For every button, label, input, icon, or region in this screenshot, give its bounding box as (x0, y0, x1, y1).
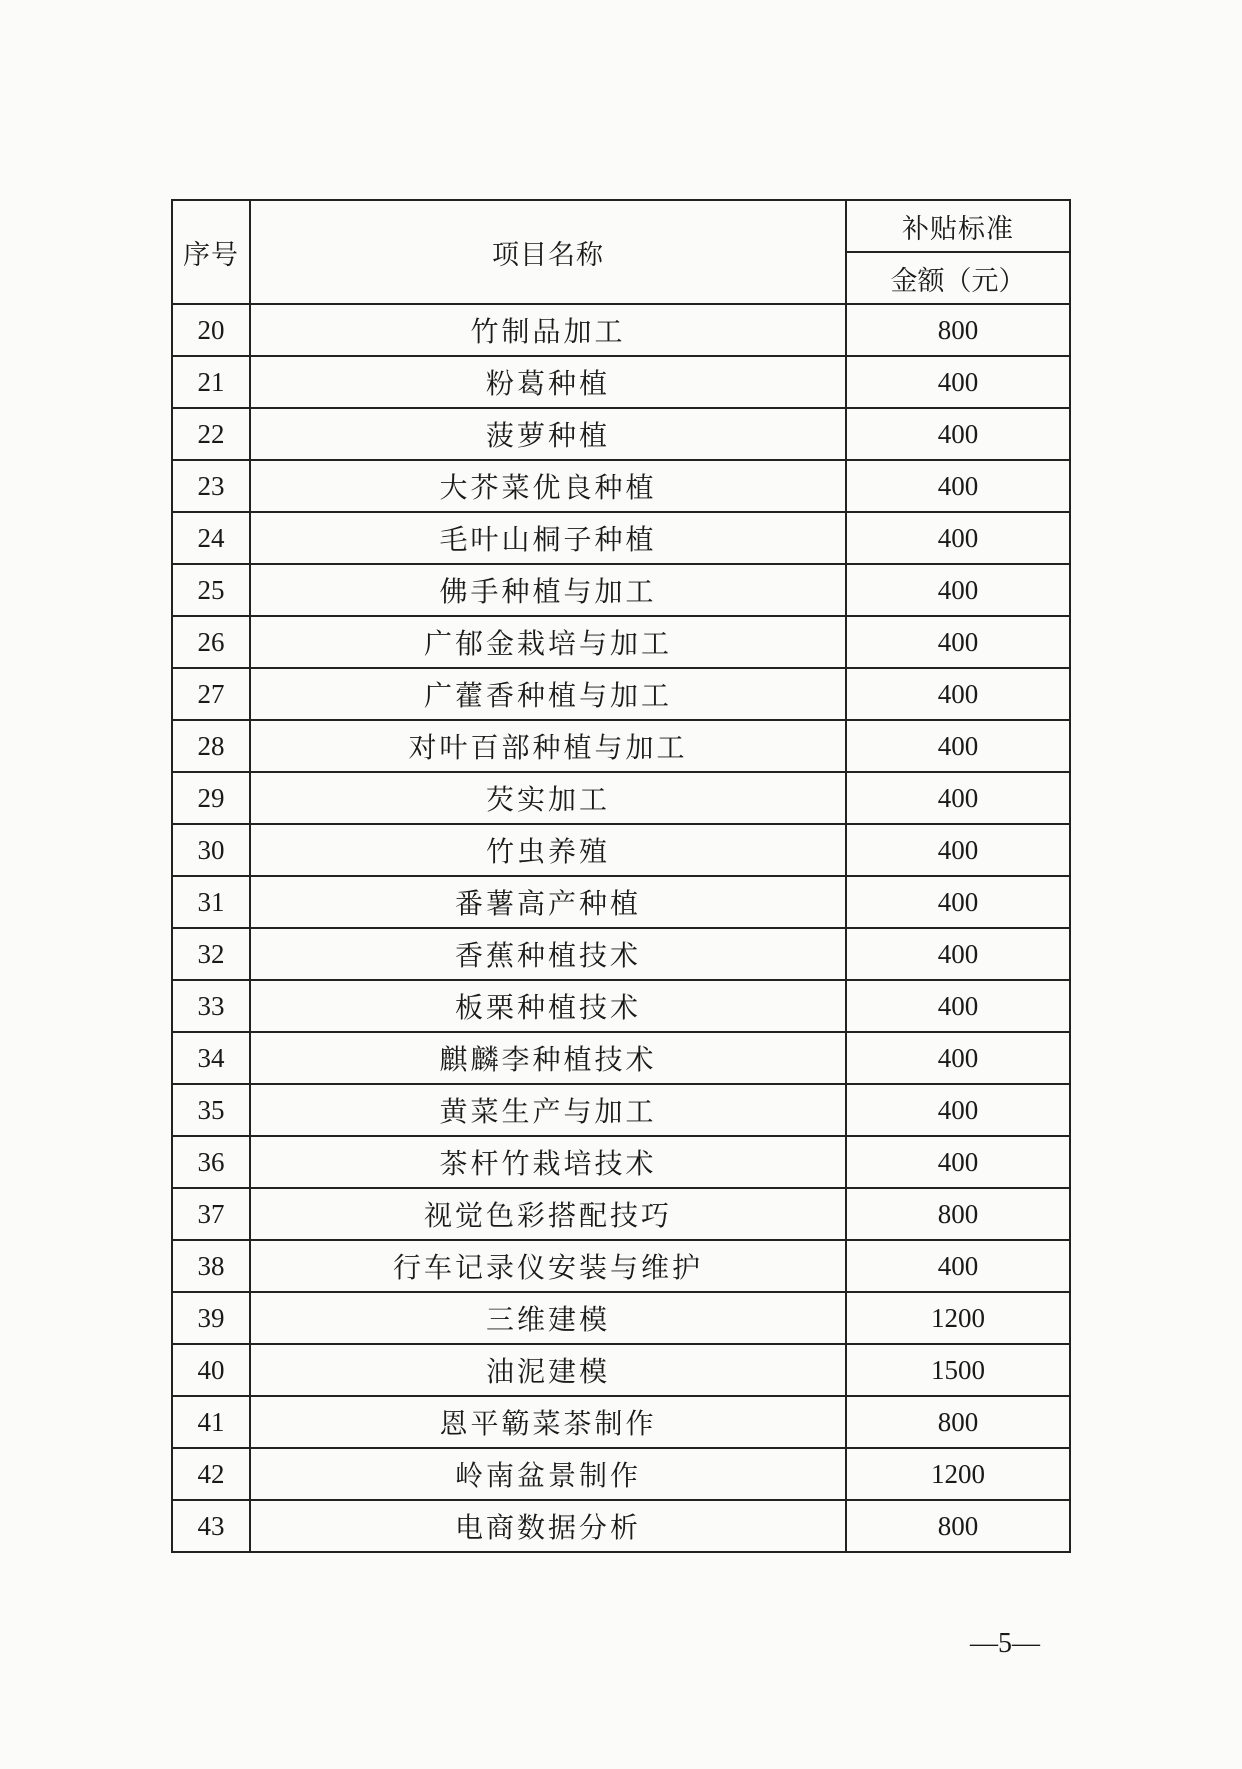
row-amount: 1500 (846, 1344, 1070, 1396)
table-row (172, 408, 1070, 460)
row-project-name: 黄菜生产与加工 (250, 1084, 846, 1136)
table-row (172, 1084, 1070, 1136)
row-serial-number: 29 (172, 772, 250, 824)
row-amount: 1200 (846, 1448, 1070, 1500)
row-serial-number: 31 (172, 876, 250, 928)
row-project-name: 板栗种植技术 (250, 980, 846, 1032)
row-serial-number: 43 (172, 1500, 250, 1552)
row-amount: 800 (846, 1396, 1070, 1448)
table-row (172, 1448, 1070, 1500)
row-serial-number: 37 (172, 1188, 250, 1240)
table-row (172, 668, 1070, 720)
row-amount: 1200 (846, 1292, 1070, 1344)
row-amount: 400 (846, 824, 1070, 876)
row-serial-number: 20 (172, 304, 250, 356)
row-serial-number: 42 (172, 1448, 250, 1500)
row-project-name: 竹制品加工 (250, 304, 846, 356)
row-amount: 400 (846, 980, 1070, 1032)
row-serial-number: 21 (172, 356, 250, 408)
table-row (172, 1032, 1070, 1084)
row-amount: 800 (846, 1188, 1070, 1240)
row-serial-number: 40 (172, 1344, 250, 1396)
header-subsidy-standard: 补贴标准 (846, 200, 1070, 252)
row-serial-number: 22 (172, 408, 250, 460)
subsidy-table (171, 199, 1071, 1553)
row-project-name: 毛叶山桐子种植 (250, 512, 846, 564)
table-row (172, 512, 1070, 564)
row-project-name: 竹虫养殖 (250, 824, 846, 876)
row-project-name: 恩平簕菜茶制作 (250, 1396, 846, 1448)
row-amount: 400 (846, 668, 1070, 720)
row-serial-number: 33 (172, 980, 250, 1032)
row-project-name: 对叶百部种植与加工 (250, 720, 846, 772)
row-amount: 400 (846, 616, 1070, 668)
row-serial-number: 26 (172, 616, 250, 668)
row-amount: 400 (846, 1032, 1070, 1084)
row-amount: 400 (846, 408, 1070, 460)
table-row (172, 720, 1070, 772)
row-serial-number: 32 (172, 928, 250, 980)
row-amount: 400 (846, 564, 1070, 616)
row-amount: 800 (846, 304, 1070, 356)
row-amount: 400 (846, 1240, 1070, 1292)
row-project-name: 视觉色彩搭配技巧 (250, 1188, 846, 1240)
table-row (172, 460, 1070, 512)
table-row (172, 564, 1070, 616)
table-row (172, 928, 1070, 980)
table-row (172, 356, 1070, 408)
row-serial-number: 30 (172, 824, 250, 876)
table-row (172, 1396, 1070, 1448)
row-project-name: 香蕉种植技术 (250, 928, 846, 980)
row-project-name: 广郁金栽培与加工 (250, 616, 846, 668)
row-amount: 400 (846, 356, 1070, 408)
row-project-name: 广藿香种植与加工 (250, 668, 846, 720)
row-project-name: 大芥菜优良种植 (250, 460, 846, 512)
table-row (172, 616, 1070, 668)
table-row (172, 1188, 1070, 1240)
row-amount: 400 (846, 772, 1070, 824)
row-project-name: 行车记录仪安装与维护 (250, 1240, 846, 1292)
row-project-name: 电商数据分析 (250, 1500, 846, 1552)
table-row (172, 772, 1070, 824)
row-serial-number: 23 (172, 460, 250, 512)
table-row (172, 1136, 1070, 1188)
row-project-name: 番薯高产种植 (250, 876, 846, 928)
row-amount: 400 (846, 512, 1070, 564)
row-project-name: 三维建模 (250, 1292, 846, 1344)
row-amount: 400 (846, 720, 1070, 772)
row-serial-number: 34 (172, 1032, 250, 1084)
header-amount: 金额（元） (846, 252, 1070, 304)
row-serial-number: 25 (172, 564, 250, 616)
table-header (172, 200, 1070, 304)
table-row (172, 876, 1070, 928)
row-amount: 400 (846, 1084, 1070, 1136)
row-project-name: 岭南盆景制作 (250, 1448, 846, 1500)
row-project-name: 茶杆竹栽培技术 (250, 1136, 846, 1188)
row-project-name: 芡实加工 (250, 772, 846, 824)
page-number: —5— (970, 1628, 1040, 1659)
table-body (172, 304, 1070, 1552)
row-project-name: 麒麟李种植技术 (250, 1032, 846, 1084)
row-project-name: 油泥建模 (250, 1344, 846, 1396)
table-row (172, 1292, 1070, 1344)
table-row (172, 1500, 1070, 1552)
row-project-name: 菠萝种植 (250, 408, 846, 460)
row-serial-number: 41 (172, 1396, 250, 1448)
row-project-name: 粉葛种植 (250, 356, 846, 408)
row-serial-number: 35 (172, 1084, 250, 1136)
row-amount: 400 (846, 1136, 1070, 1188)
table-row (172, 824, 1070, 876)
row-serial-number: 24 (172, 512, 250, 564)
row-project-name: 佛手种植与加工 (250, 564, 846, 616)
row-serial-number: 36 (172, 1136, 250, 1188)
row-amount: 400 (846, 928, 1070, 980)
row-amount: 800 (846, 1500, 1070, 1552)
row-serial-number: 39 (172, 1292, 250, 1344)
table-row (172, 1344, 1070, 1396)
row-serial-number: 28 (172, 720, 250, 772)
row-serial-number: 27 (172, 668, 250, 720)
table-row (172, 980, 1070, 1032)
header-serial-number: 序号 (172, 200, 250, 304)
header-project-name: 项目名称 (250, 200, 846, 304)
row-amount: 400 (846, 460, 1070, 512)
table-row (172, 1240, 1070, 1292)
row-serial-number: 38 (172, 1240, 250, 1292)
table-row (172, 304, 1070, 356)
row-amount: 400 (846, 876, 1070, 928)
